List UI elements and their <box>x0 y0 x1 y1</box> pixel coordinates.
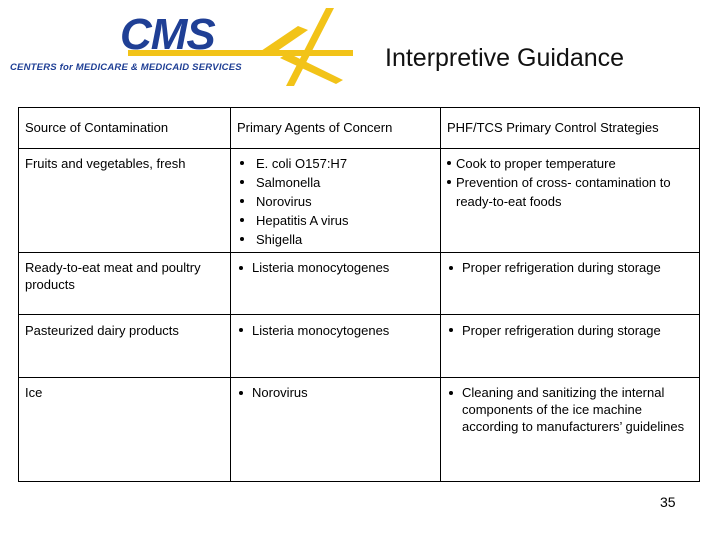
list-item: Norovirus <box>237 384 434 401</box>
list-item: Listeria monocytogenes <box>237 259 434 276</box>
controls-list <box>447 321 693 340</box>
header-controls: PHF/TCS Primary Control Strategies <box>441 108 700 149</box>
list-item: Prevention of cross- contamination to ready-to-eat foods <box>447 173 693 211</box>
header-agents: Primary Agents of Concern <box>231 108 441 149</box>
agents-cell <box>231 253 441 315</box>
source-cell: Fruits and vegetables, fresh <box>19 149 231 253</box>
agents-cell <box>231 315 441 378</box>
list-item: Salmonella <box>237 173 434 192</box>
agents-list <box>237 154 434 249</box>
logo-letters: CMS <box>120 10 215 59</box>
list-item: E. coli O157:H7 <box>237 154 434 173</box>
list-item: Cleaning and sanitizing the internal components of the ice machine according to manufacturers’ guidelines <box>447 384 693 435</box>
agents-list <box>237 384 434 401</box>
list-item: Norovirus <box>237 192 434 211</box>
controls-cell <box>441 149 700 253</box>
controls-cell <box>441 378 700 482</box>
list-item: Listeria monocytogenes <box>237 321 434 340</box>
table-header-row <box>19 108 700 149</box>
source-cell: Pasteurized dairy products <box>19 315 231 378</box>
agents-list <box>237 321 434 340</box>
list-item: Cook to proper temperature <box>447 154 693 173</box>
table-row <box>19 378 700 482</box>
controls-cell <box>441 253 700 315</box>
table-row <box>19 315 700 378</box>
cms-logo <box>8 6 353 88</box>
list-item: Hepatitis A virus <box>237 211 434 230</box>
page-number: 35 <box>660 494 676 510</box>
page-title: Interpretive Guidance <box>385 44 625 72</box>
list-item: Proper refrigeration during storage <box>447 259 693 276</box>
source-cell: Ready-to-eat meat and poultry products <box>19 253 231 315</box>
header-source: Source of Contamination <box>19 108 231 149</box>
guidance-table <box>18 107 700 482</box>
list-item: Shigella <box>237 230 434 249</box>
controls-list <box>447 384 693 435</box>
logo-tagline: CENTERS for MEDICARE & MEDICAID SERVICES <box>10 62 242 73</box>
table-row <box>19 149 700 253</box>
source-cell: Ice <box>19 378 231 482</box>
controls-list <box>447 259 693 276</box>
controls-cell <box>441 315 700 378</box>
agents-cell <box>231 378 441 482</box>
table-row <box>19 253 700 315</box>
list-item: Proper refrigeration during storage <box>447 321 693 340</box>
agents-list <box>237 259 434 276</box>
agents-cell <box>231 149 441 253</box>
